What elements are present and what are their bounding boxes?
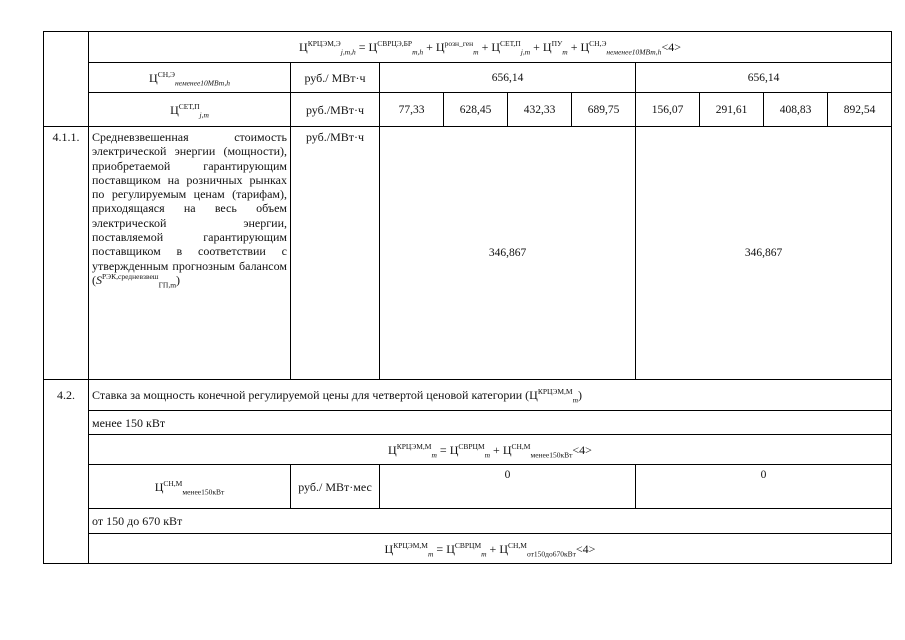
sn-energy-symbol: $Ц^{СН,Э}_{неменее10МВт,h}$ <box>89 63 291 93</box>
row-150-670-formula <box>44 534 892 564</box>
set-p-value: 77,33 <box>380 93 444 127</box>
row-number: 4.1.1. <box>44 127 89 380</box>
formula-row-energy <box>44 32 892 63</box>
row-less-150-formula <box>44 435 892 465</box>
row-less-150-values <box>44 465 892 509</box>
range-150-670-formula: $Ц^{КРЦЭМ,М}_m = Ц^{СВРЦМ}_m + Ц^{СН,М}_{от150до670кВт}<4>$ <box>89 534 892 564</box>
set-p-value: 291,61 <box>700 93 764 127</box>
row-set-p <box>44 93 892 127</box>
row-4-2-title: Ставка за мощность конечной регулируемой цены для четвертой ценовой категории $(Ц^{КРЦЭМ,М}_m)$ <box>89 380 892 411</box>
set-p-value: 892,54 <box>828 93 892 127</box>
row-4-1-1-value-right: 346,867 <box>636 127 892 380</box>
row-4-1-1 <box>44 127 892 380</box>
row-less-150-label <box>44 411 892 435</box>
sn-energy-unit: руб./ МВт·ч <box>291 63 380 93</box>
less-150-label: менее 150 кВт <box>89 411 892 435</box>
less-150-value-left: 0 <box>380 465 636 509</box>
row-sn-energy <box>44 63 892 93</box>
set-p-symbol: $Ц^{СЕТ,П}_{j,m}$ <box>89 93 291 127</box>
row-number-cell <box>44 32 89 63</box>
less-150-symbol: $Ц^{СН,М}_{менее150кВт}$ <box>89 465 291 509</box>
sn-energy-value-left: 656,14 <box>380 63 636 93</box>
energy-price-formula: $Ц^{КРЦЭМ,Э}_{j,m,h} = Ц^{СВРЦЭ,БР}_{m,h} + Ц^{розн\_ген}_m + Ц^{СЕТ,П}_{j,m} + Ц^{ПУ}_m + Ц^{СН,Э}_{неменее10МВт,h}<4>$ <box>89 32 892 63</box>
row-150-670-label <box>44 509 892 534</box>
set-p-value: 628,45 <box>444 93 508 127</box>
less-150-unit: руб./ МВт·мес <box>291 465 380 509</box>
range-150-670-label: от 150 до 670 кВт <box>89 509 892 534</box>
less-150-formula: $Ц^{КРЦЭМ,М}_m = Ц^{СВРЦМ}_m + Ц^{СН,М}_{менее150кВт}<4>$ <box>89 435 892 465</box>
row-4-1-1-value-left: 346,867 <box>380 127 636 380</box>
sn-energy-value-right: 656,14 <box>636 63 892 93</box>
set-p-unit: руб./МВт·ч <box>291 93 380 127</box>
row-4-2 <box>44 380 892 411</box>
tariff-table <box>43 31 892 564</box>
row-number: 4.2. <box>44 380 89 411</box>
row-4-1-1-unit: руб./МВт·ч <box>291 127 380 380</box>
less-150-value-right: 0 <box>636 465 892 509</box>
set-p-value: 408,83 <box>764 93 828 127</box>
row-4-1-1-description: Средневзвешенная стоимость электрической энергии (мощности), приобретаемой гарантирующим поставщиком на розничных рынках по регулируемым ценам (тарифам), приходящаяся на весь объем электрической энергии, поставляемой гарантирующим поставщиком в соответствии с утвержденным прогнозным балансом $(S^{РЭК,средневзвеш}_{ГП,m})$ <box>89 127 291 380</box>
set-p-value: 432,33 <box>508 93 572 127</box>
set-p-value: 689,75 <box>572 93 636 127</box>
set-p-value: 156,07 <box>636 93 700 127</box>
